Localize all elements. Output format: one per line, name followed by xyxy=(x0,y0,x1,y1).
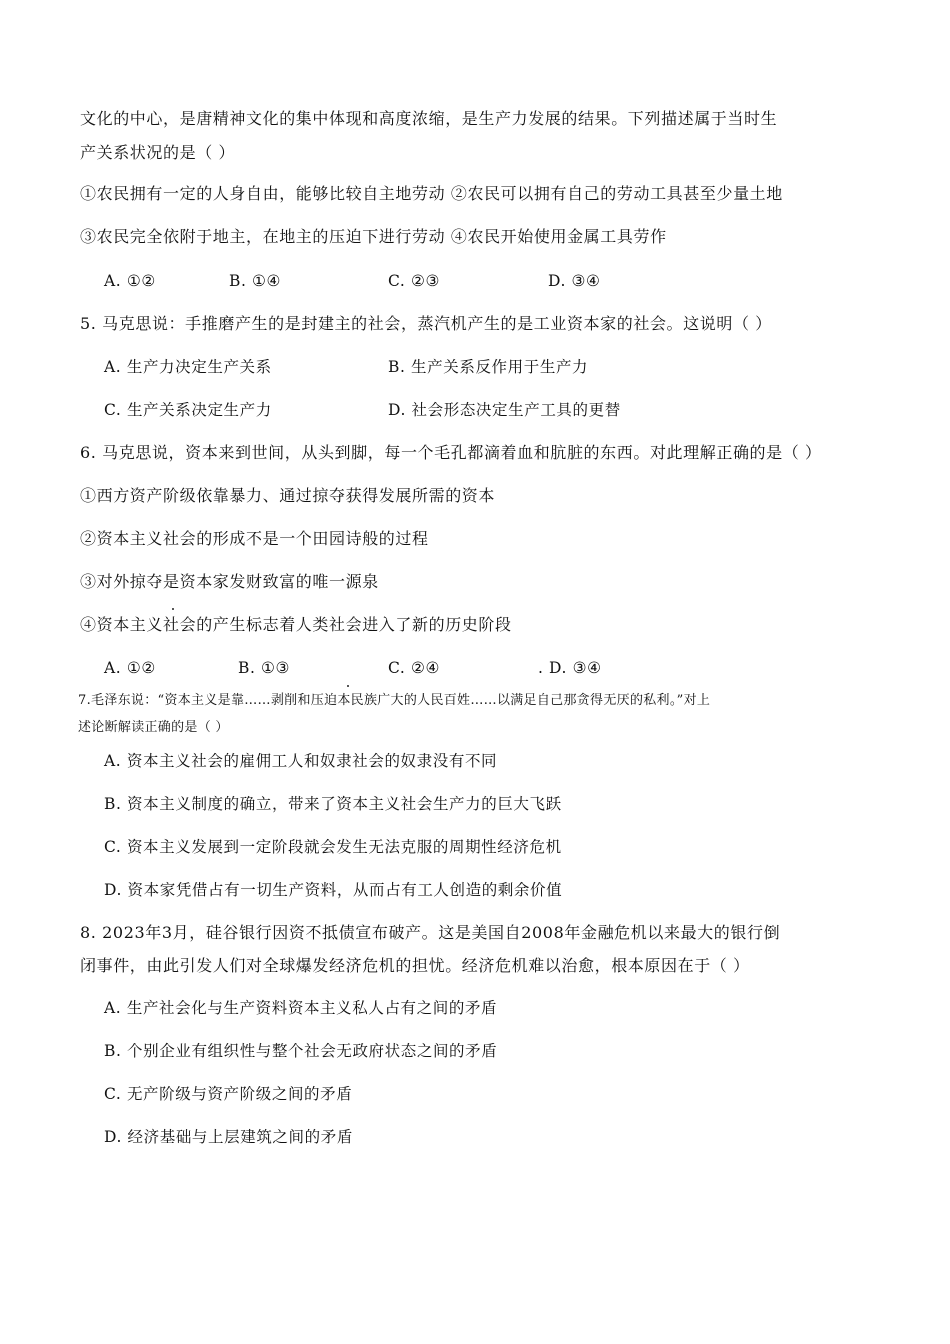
q6-item-3: ③对外掠夺是资本家发财致富的唯一源泉 xyxy=(80,572,379,591)
q5-option-b[interactable]: B. 生产关系反作用于生产力 xyxy=(388,358,589,376)
q7-option-b[interactable]: B. 资本主义制度的确立，带来了资本主义社会生产力的巨大飞跃 xyxy=(104,795,562,813)
q4-option-a[interactable]: A. ①② xyxy=(104,272,156,290)
q7-option-a[interactable]: A. 资本主义社会的雇佣工人和奴隶社会的奴隶没有不同 xyxy=(104,752,498,770)
q6-stem: 6. 马克思说，资本来到世间，从头到脚，每一个毛孔都滴着血和肮脏的东西。对此理解正确的是（ ） xyxy=(80,443,822,462)
q4-option-c[interactable]: C. ②③ xyxy=(388,272,440,290)
q8-stem-line2: 闭事件，由此引发人们对全球爆发经济危机的担忧。经济危机难以治愈，根本原因在于（ ） xyxy=(80,956,750,975)
q7-stem-line1: 7.毛泽东说：“资本主义是靠……剥削和压迫本民族广大的人民百姓……以满足自己那贪得无厌的私利。”对上 xyxy=(78,693,711,708)
q7-option-d[interactable]: D. 资本家凭借占有一切生产资料，从而占有工人创造的剩余价值 xyxy=(104,881,563,899)
q4-items-34: ③农民完全依附于地主，在地主的压迫下进行劳动 ④农民开始使用金属工具劳作 xyxy=(80,227,667,246)
q6-option-d[interactable]: . D. ③④ xyxy=(538,659,602,677)
q4-option-d[interactable]: D. ③④ xyxy=(548,272,601,290)
q6-option-b[interactable]: B. ①③ xyxy=(238,659,291,677)
q8-option-a[interactable]: A. 生产社会化与生产资料资本主义私人占有之间的矛盾 xyxy=(104,999,498,1017)
q8-option-c[interactable]: C. 无产阶级与资产阶级之间的矛盾 xyxy=(104,1085,353,1103)
q8-stem-line1: 8. 2023年3月，硅谷银行因资不抵债宣布破产。这是美国自2008年金融危机以来最大的银行倒 xyxy=(80,923,781,942)
q6-item-1: ①西方资产阶级依靠暴力、通过掠夺获得发展所需的资本 xyxy=(80,486,496,505)
q4-stem-line2: 产关系状况的是（ ） xyxy=(80,143,236,162)
q7-stem-line2: 述论断解读正确的是（ ） xyxy=(78,720,229,735)
q5-stem: 5. 马克思说：手推磨产生的是封建主的社会，蒸汽机产生的是工业资本家的社会。这说明（ ） xyxy=(80,314,772,333)
q6-option-c[interactable]: C. ②④ xyxy=(388,659,440,677)
q6-option-a[interactable]: A. ①② xyxy=(104,659,156,677)
q5-option-d[interactable]: D. 社会形态决定生产工具的更替 xyxy=(388,401,621,419)
q4-items-12: ①农民拥有一定的人身自由，能够比较自主地劳动 ②农民可以拥有自己的劳动工具甚至少量土地 xyxy=(80,184,783,203)
q8-option-d[interactable]: D. 经济基础与上层建筑之间的矛盾 xyxy=(104,1128,353,1146)
stray-dot-mark xyxy=(172,608,174,610)
q4-stem-line1: 文化的中心，是唐精神文化的集中体现和高度浓缩，是生产力发展的结果。下列描述属于当时生 xyxy=(80,109,778,128)
q5-option-c[interactable]: C. 生产关系决定生产力 xyxy=(104,401,272,419)
q4-option-b[interactable]: B. ①④ xyxy=(229,272,282,290)
q6-item-2: ②资本主义社会的形成不是一个田园诗般的过程 xyxy=(80,529,429,548)
q7-option-c[interactable]: C. 资本主义发展到一定阶段就会发生无法克服的周期性经济危机 xyxy=(104,838,562,856)
q6-item-4: ④资本主义社会的产生标志着人类社会进入了新的历史阶段 xyxy=(80,615,512,634)
q5-option-a[interactable]: A. 生产力决定生产关系 xyxy=(104,358,272,376)
q8-option-b[interactable]: B. 个别企业有组织性与整个社会无政府状态之间的矛盾 xyxy=(104,1042,498,1060)
stray-dot-mark xyxy=(347,685,349,687)
